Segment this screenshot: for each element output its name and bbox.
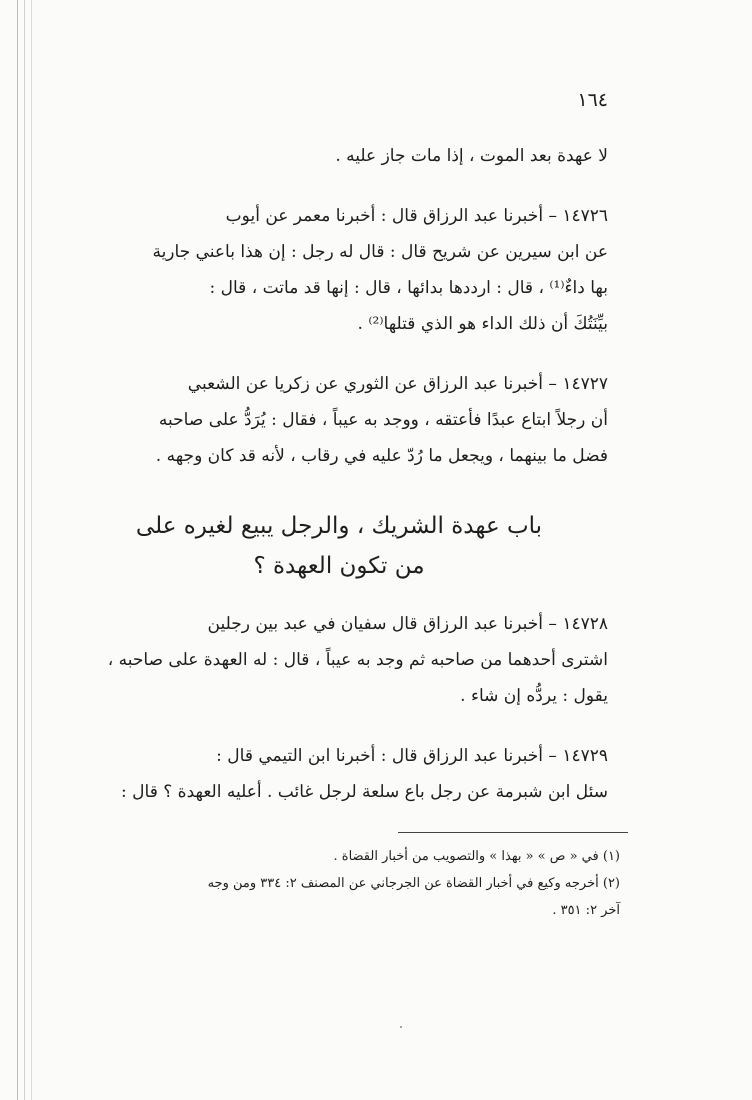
section-title xyxy=(70,506,608,586)
text-line: لا عهدة بعد الموت ، إذا مات جاز عليه . xyxy=(335,146,608,166)
section-title-line: من تكون العهدة ؟ xyxy=(253,553,425,579)
paragraph-gap xyxy=(70,174,608,198)
text-line: ١٤٧٢٩ – أخبرنا عبد الرزاق قال : أخبرنا ابن التيمي قال : xyxy=(216,746,608,766)
scan-gutter-line xyxy=(17,0,18,1100)
text-line: سئل ابن شبرمة عن رجل باع سلعة لرجل غائب . أعليه العهدة ؟ قال : xyxy=(121,782,608,802)
section-title-line: باب عهدة الشريك ، والرجل يبيع لغيره على xyxy=(135,513,543,539)
document-page xyxy=(70,85,620,924)
scan-speck xyxy=(400,1026,402,1028)
text-line: يقول : يردُّه إن شاء . xyxy=(460,686,608,706)
scan-gutter-line xyxy=(24,0,25,1100)
page-number: ١٦٤ xyxy=(577,89,608,111)
footnote: (٢) أخرجه وكيع في أخبار القضاة عن الجرجاني عن المصنف ٢: ٣٣٤ ومن وجه xyxy=(207,876,620,891)
hadith-14726 xyxy=(70,198,608,342)
text-line: ١٤٧٢٧ – أخبرنا عبد الرزاق عن الثوري عن زكريا عن الشعبي xyxy=(187,374,608,394)
hadith-14728 xyxy=(70,606,608,714)
text-line: فضل ما بينهما ، ويجعل ما رُدّ عليه في رقاب ، لأنه قد كان وجهه . xyxy=(155,446,608,466)
text-line: بيِّنَتُكَ أن ذلك الداء هو الذي قتلها⁽²⁾ . xyxy=(357,314,608,334)
text-line: اشترى أحدهما من صاحبه ثم وجد به عيباً ، قال : له العهدة على صاحبه ، xyxy=(107,650,608,670)
footnote: (١) في « ص » « بهذا » والتصويب من أخبار القضاة . xyxy=(333,849,620,864)
hadith-14727 xyxy=(70,366,608,474)
scan-gutter-line xyxy=(31,0,32,1100)
text-line: ١٤٧٢٨ – أخبرنا عبد الرزاق قال سفيان في عبد بين رجلين xyxy=(207,614,608,634)
paragraph-gap xyxy=(70,714,608,738)
text-line: ١٤٧٢٦ – أخبرنا عبد الرزاق قال : أخبرنا معمر عن أيوب xyxy=(225,206,608,226)
text-line: بها داءٌ⁽¹⁾ ، قال : ارددها بدائها ، قال : إنها قد ماتت ، قال : xyxy=(209,278,608,298)
intro-line-block xyxy=(70,138,608,174)
text-line: أن رجلاً ابتاع عبدًا فأعتقه ، ووجد به عيباً ، فقال : يُرَدُّ على صاحبه xyxy=(158,410,608,430)
text-line: عن ابن سيرين عن شريح قال : قال له رجل : إن هذا باعني جارية xyxy=(152,242,608,262)
footnotes xyxy=(70,843,620,924)
footnote-divider xyxy=(398,832,628,833)
footnote-continuation: آخر ٢: ٣٥١ . xyxy=(552,903,620,918)
hadith-14729 xyxy=(70,738,608,810)
paragraph-gap xyxy=(70,342,608,366)
